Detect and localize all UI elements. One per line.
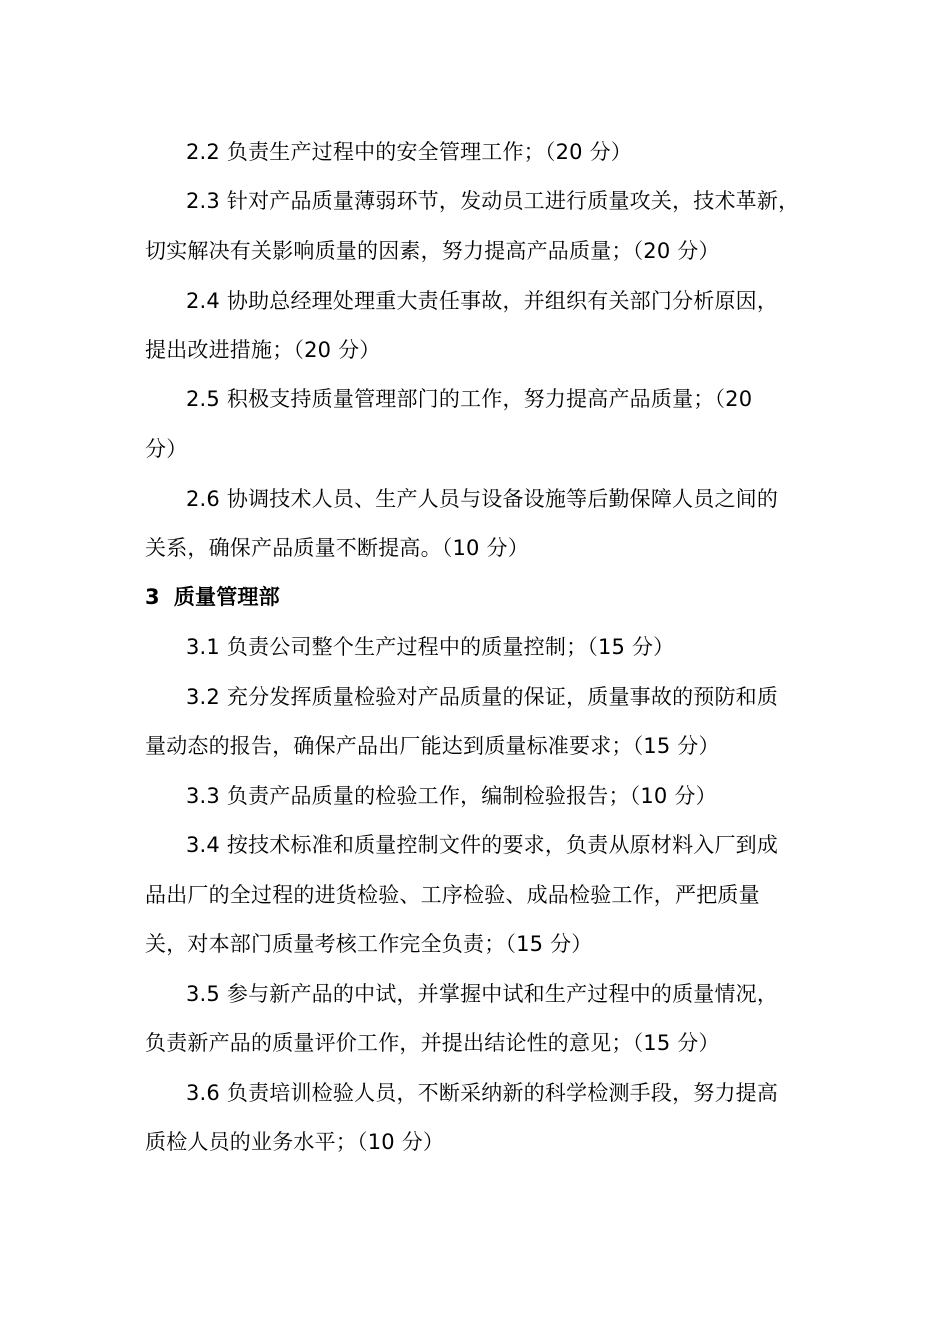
paragraph-line: 2.2 负责生产过程中的安全管理工作；（20 分） xyxy=(186,140,632,164)
paragraph-line: 质检人员的业务水平；（10 分） xyxy=(145,1130,445,1154)
paragraph-line: 3.5 参与新产品的中试，并掌握中试和生产过程中的质量情况， xyxy=(186,982,779,1006)
paragraph-line: 3.2 充分发挥质量检验对产品质量的保证，质量事故的预防和质 xyxy=(186,685,779,709)
paragraph-line: 2.4 协助总经理处理重大责任事故，并组织有关部门分析原因， xyxy=(186,289,779,313)
paragraph-line: 3.1 负责公司整个生产过程中的质量控制；（15 分） xyxy=(186,635,675,659)
paragraph-line: 2.6 协调技术人员、生产人员与设备设施等后勤保障人员之间的 xyxy=(186,487,779,511)
paragraph-line: 量动态的报告，确保产品出厂能达到质量标准要求；（15 分） xyxy=(145,734,720,758)
paragraph-line: 3.4 按技术标准和质量控制文件的要求，负责从原材料入厂到成 xyxy=(186,833,779,857)
section-title: 质量管理部 xyxy=(173,585,280,609)
paragraph-line: 2.3 针对产品质量薄弱环节，发动员工进行质量攻关，技术革新， xyxy=(186,189,800,213)
paragraph-line: 关系，确保产品质量不断提高。（10 分） xyxy=(145,536,529,560)
paragraph-line: 分） xyxy=(145,437,188,461)
section-heading xyxy=(145,582,280,612)
paragraph-line: 2.5 积极支持质量管理部门的工作，努力提高产品质量；（20 xyxy=(186,387,753,411)
paragraph-line: 切实解决有关影响质量的因素，努力提高产品质量；（20 分） xyxy=(145,239,720,263)
section-number: 3 xyxy=(145,585,160,609)
paragraph-line: 负责新产品的质量评价工作，并提出结论性的意见；（15 分） xyxy=(145,1031,720,1055)
paragraph-line: 品出厂的全过程的进货检验、工序检验、成品检验工作，严把质量 xyxy=(145,883,760,907)
paragraph-line: 3.3 负责产品质量的检验工作，编制检验报告；（10 分） xyxy=(186,784,717,808)
paragraph-line: 提出改进措施；（20 分） xyxy=(145,338,381,362)
paragraph-line: 3.6 负责培训检验人员，不断采纳新的科学检测手段，努力提高 xyxy=(186,1081,779,1105)
paragraph-line: 关，对本部门质量考核工作完全负责；（15 分） xyxy=(145,932,593,956)
